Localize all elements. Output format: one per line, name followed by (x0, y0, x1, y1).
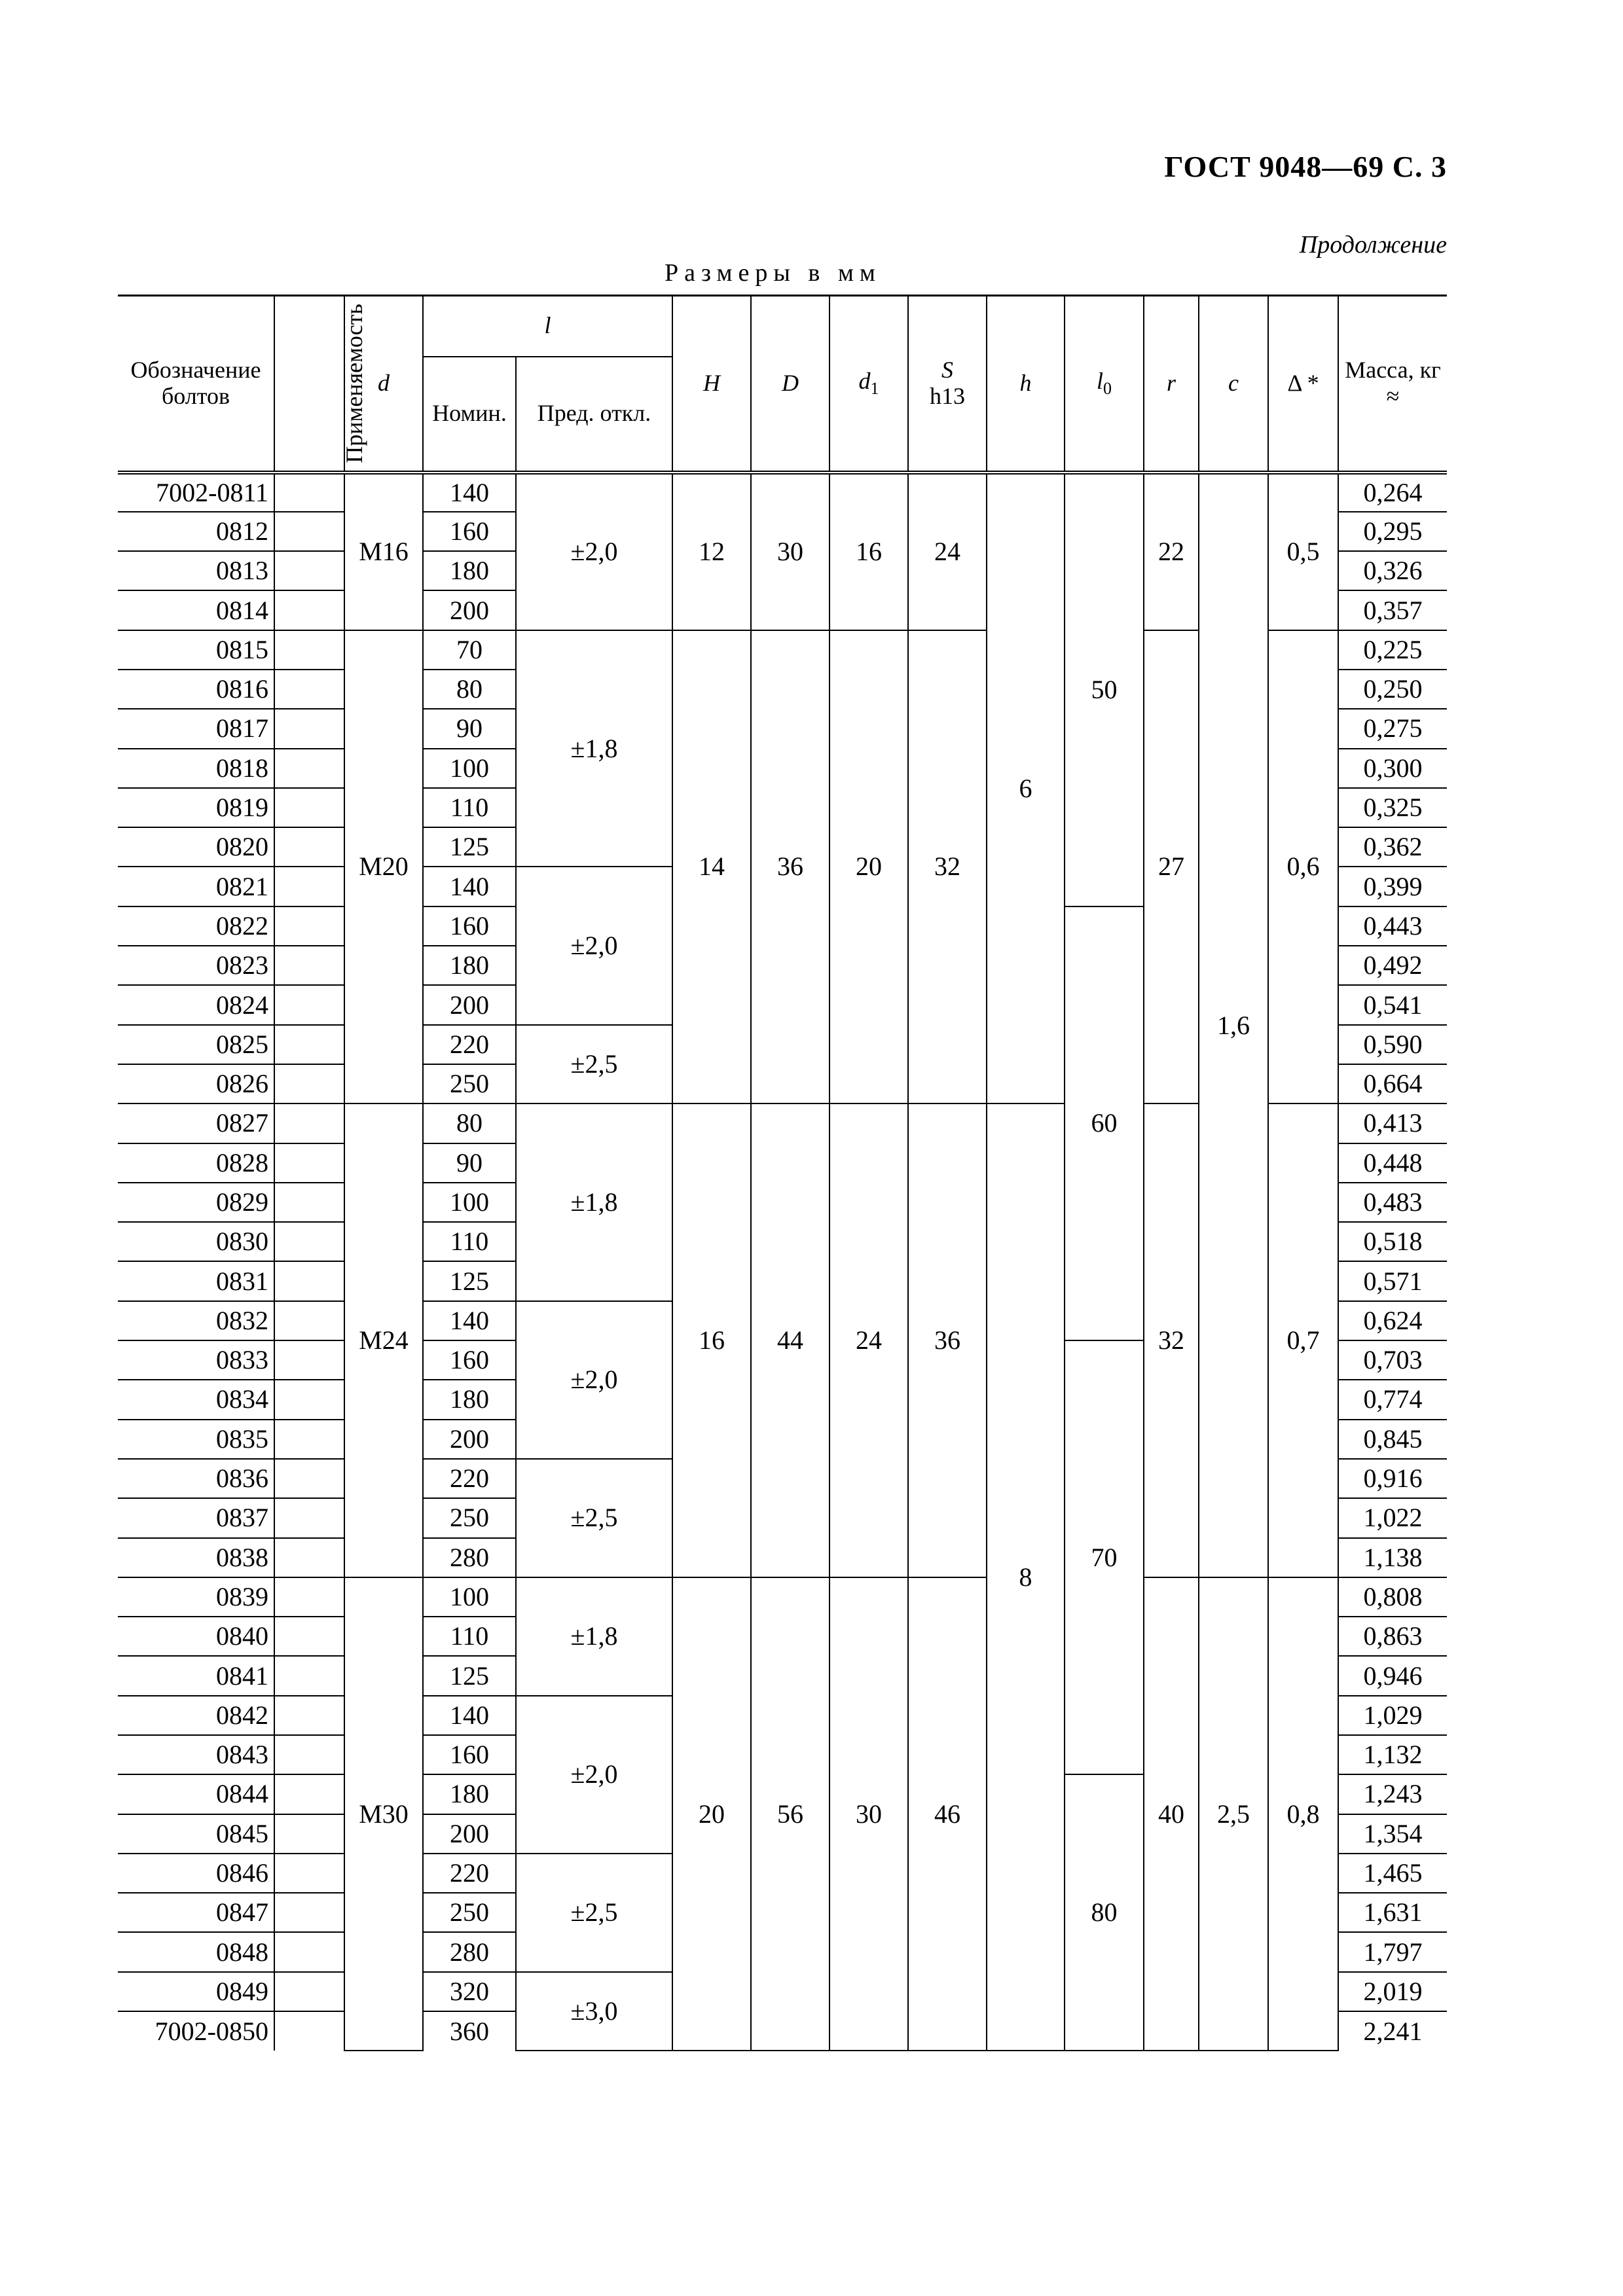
cell-l-deviation: ±3,0 (516, 1972, 672, 2051)
cell-h: 8 (987, 1103, 1065, 2051)
col-header-mass (1338, 296, 1447, 473)
cell-applicability (274, 1420, 344, 1459)
cell-l0: 70 (1065, 1340, 1144, 1774)
cell-mass: 2,241 (1338, 2011, 1447, 2051)
cell-l-nominal: 280 (423, 1932, 516, 1971)
cell-applicability (274, 1854, 344, 1893)
cell-S: 32 (908, 630, 987, 1104)
cell-H: 14 (672, 630, 751, 1104)
cell-r: 27 (1144, 630, 1199, 1104)
cell-mass: 0,774 (1338, 1380, 1447, 1419)
col-header-l-deviation: Пред. откл. (516, 357, 672, 473)
col-header-r: r (1144, 296, 1199, 473)
cell-designation: 0837 (118, 1498, 274, 1537)
cell-l-deviation: ±1,8 (516, 1577, 672, 1696)
cell-D: 36 (751, 630, 830, 1104)
col-header-H: H (672, 296, 751, 473)
cell-mass: 0,808 (1338, 1577, 1447, 1617)
cell-mass: 0,916 (1338, 1459, 1447, 1498)
cell-H: 20 (672, 1577, 751, 2051)
cell-mass: 0,703 (1338, 1340, 1447, 1380)
cell-mass: 0,483 (1338, 1183, 1447, 1222)
col-header-l-nominal: Номин. (423, 357, 516, 473)
cell-l-nominal: 220 (423, 1854, 516, 1893)
cell-mass: 0,362 (1338, 827, 1447, 867)
col-header-d: d (344, 296, 423, 473)
cell-designation: 0848 (118, 1932, 274, 1971)
cell-designation: 0815 (118, 630, 274, 670)
cell-designation: 7002-0811 (118, 473, 274, 512)
cell-applicability (274, 551, 344, 590)
S-tolerance: h13 (930, 382, 966, 409)
cell-designation: 0825 (118, 1025, 274, 1064)
cell-applicability (274, 2011, 344, 2051)
cell-H: 12 (672, 473, 751, 630)
cell-l-nominal: 100 (423, 749, 516, 788)
cell-mass: 1,631 (1338, 1893, 1447, 1932)
cell-l-nominal: 180 (423, 551, 516, 590)
cell-applicability (274, 1656, 344, 1695)
table-row (118, 1577, 1447, 1617)
cell-l-nominal: 200 (423, 1420, 516, 1459)
cell-applicability (274, 1143, 344, 1183)
cell-applicability (274, 1538, 344, 1577)
cell-applicability (274, 1261, 344, 1300)
cell-mass: 1,465 (1338, 1854, 1447, 1893)
cell-mass: 0,357 (1338, 590, 1447, 630)
cell-l-nominal: 160 (423, 512, 516, 551)
cell-r: 40 (1144, 1577, 1199, 2051)
cell-l-deviation: ±2,0 (516, 867, 672, 1024)
cell-designation: 0816 (118, 670, 274, 709)
cell-l-nominal: 125 (423, 1261, 516, 1300)
sizes-caption: Размеры в мм (665, 259, 881, 287)
cell-l-nominal: 200 (423, 1814, 516, 1854)
cell-r: 32 (1144, 1103, 1199, 1577)
cell-l-deviation: ±2,5 (516, 1854, 672, 1972)
cell-applicability (274, 1774, 344, 1814)
cell-l-nominal: 90 (423, 709, 516, 748)
cell-l-nominal: 140 (423, 867, 516, 906)
cell-d1: 24 (830, 1103, 908, 1577)
cell-designation: 0821 (118, 867, 274, 906)
cell-mass: 1,243 (1338, 1774, 1447, 1814)
cell-designation: 0844 (118, 1774, 274, 1814)
cell-l-nominal: 180 (423, 946, 516, 985)
cell-mass: 0,541 (1338, 985, 1447, 1024)
cell-l-nominal: 125 (423, 1656, 516, 1695)
cell-applicability (274, 1577, 344, 1617)
cell-applicability (274, 473, 344, 512)
cell-mass: 0,225 (1338, 630, 1447, 670)
cell-designation: 0814 (118, 590, 274, 630)
cell-mass: 0,946 (1338, 1656, 1447, 1695)
cell-mass: 0,590 (1338, 1025, 1447, 1064)
cell-l-nominal: 180 (423, 1774, 516, 1814)
cell-designation: 0824 (118, 985, 274, 1024)
cell-designation: 0845 (118, 1814, 274, 1854)
cell-applicability (274, 1222, 344, 1261)
cell-mass: 0,250 (1338, 670, 1447, 709)
cell-D: 30 (751, 473, 830, 630)
mass-label: Масса, кг (1345, 357, 1441, 384)
d1-symbol: d (858, 367, 871, 394)
cell-designation: 7002-0850 (118, 2011, 274, 2051)
cell-designation: 0846 (118, 1854, 274, 1893)
cell-l-nominal: 110 (423, 788, 516, 827)
cell-d1: 20 (830, 630, 908, 1104)
cell-designation: 0822 (118, 906, 274, 946)
cell-mass: 1,138 (1338, 1538, 1447, 1577)
cell-designation: 0818 (118, 749, 274, 788)
cell-l-nominal: 250 (423, 1498, 516, 1537)
cell-mass: 2,019 (1338, 1972, 1447, 2011)
cell-l-nominal: 220 (423, 1025, 516, 1064)
cell-l-nominal: 280 (423, 1538, 516, 1577)
cell-mass: 0,863 (1338, 1617, 1447, 1656)
cell-c: 2,5 (1199, 1577, 1268, 2051)
cell-applicability (274, 1972, 344, 2011)
cell-l-nominal: 250 (423, 1893, 516, 1932)
cell-designation: 0839 (118, 1577, 274, 1617)
cell-l-nominal: 90 (423, 1143, 516, 1183)
cell-l0: 50 (1065, 473, 1144, 906)
col-header-designation: Обозначение болтов (118, 296, 274, 473)
cell-l-nominal: 140 (423, 473, 516, 512)
cell-delta: 0,7 (1268, 1103, 1338, 1577)
cell-designation: 0826 (118, 1064, 274, 1103)
cell-l-nominal: 70 (423, 630, 516, 670)
cell-delta: 0,8 (1268, 1577, 1338, 2051)
cell-l-deviation: ±1,8 (516, 1103, 672, 1300)
cell-designation: 0840 (118, 1617, 274, 1656)
cell-l-nominal: 220 (423, 1459, 516, 1498)
cell-D: 56 (751, 1577, 830, 2051)
cell-applicability (274, 670, 344, 709)
cell-mass: 0,518 (1338, 1222, 1447, 1261)
cell-applicability (274, 906, 344, 946)
cell-applicability (274, 1498, 344, 1537)
cell-l-nominal: 125 (423, 827, 516, 867)
cell-applicability (274, 1025, 344, 1064)
cell-designation: 0823 (118, 946, 274, 985)
col-header-D: D (751, 296, 830, 473)
cell-designation: 0830 (118, 1222, 274, 1261)
col-header-delta: Δ * (1268, 296, 1338, 473)
cell-l-nominal: 320 (423, 1972, 516, 2011)
cell-designation: 0832 (118, 1301, 274, 1340)
cell-designation: 0838 (118, 1538, 274, 1577)
cell-mass: 0,443 (1338, 906, 1447, 946)
cell-designation: 0834 (118, 1380, 274, 1419)
cell-l-nominal: 80 (423, 670, 516, 709)
cell-mass: 0,399 (1338, 867, 1447, 906)
col-header-d1 (830, 296, 908, 473)
cell-mass: 1,029 (1338, 1696, 1447, 1735)
cell-l-nominal: 160 (423, 1340, 516, 1380)
cell-applicability (274, 985, 344, 1024)
cell-designation: 0813 (118, 551, 274, 590)
cell-l-nominal: 140 (423, 1696, 516, 1735)
mass-approx-sign: ≈ (1386, 382, 1400, 409)
cell-applicability (274, 1064, 344, 1103)
cell-l-nominal: 180 (423, 1380, 516, 1419)
table-row (118, 473, 1447, 512)
cell-d1: 16 (830, 473, 908, 630)
cell-l-deviation: ±2,0 (516, 1301, 672, 1459)
cell-l-deviation: ±1,8 (516, 630, 672, 867)
cell-designation: 0835 (118, 1420, 274, 1459)
cell-applicability (274, 512, 344, 551)
col-header-l: l (423, 296, 672, 357)
cell-designation: 0843 (118, 1735, 274, 1774)
cell-mass: 0,326 (1338, 551, 1447, 590)
cell-applicability (274, 1893, 344, 1932)
cell-applicability (274, 1103, 344, 1143)
cell-l-nominal: 140 (423, 1301, 516, 1340)
col-header-S (908, 296, 987, 473)
cell-mass: 1,022 (1338, 1498, 1447, 1537)
cell-d: M16 (344, 473, 423, 630)
cell-mass: 0,624 (1338, 1301, 1447, 1340)
cell-designation: 0820 (118, 827, 274, 867)
cell-l-deviation: ±2,0 (516, 1696, 672, 1854)
applicability-label: Применяемость (340, 304, 367, 463)
cell-designation: 0842 (118, 1696, 274, 1735)
cell-mass: 0,448 (1338, 1143, 1447, 1183)
cell-designation: 0831 (118, 1261, 274, 1300)
d1-subscript: 1 (870, 379, 879, 399)
cell-applicability (274, 946, 344, 985)
cell-applicability (274, 590, 344, 630)
cell-mass: 0,300 (1338, 749, 1447, 788)
continuation-label: Продолжение (1299, 231, 1447, 259)
cell-l-nominal: 160 (423, 906, 516, 946)
cell-designation: 0827 (118, 1103, 274, 1143)
l0-subscript: 0 (1103, 379, 1112, 399)
cell-designation: 0847 (118, 1893, 274, 1932)
cell-D: 44 (751, 1103, 830, 1577)
cell-applicability (274, 630, 344, 670)
cell-applicability (274, 788, 344, 827)
cell-applicability (274, 1814, 344, 1854)
cell-l0: 60 (1065, 906, 1144, 1340)
cell-designation: 0819 (118, 788, 274, 827)
cell-applicability (274, 1617, 344, 1656)
cell-designation: 0817 (118, 709, 274, 748)
l0-symbol: l (1097, 367, 1104, 394)
cell-S: 24 (908, 473, 987, 630)
cell-applicability (274, 709, 344, 748)
cell-applicability (274, 749, 344, 788)
cell-applicability (274, 1735, 344, 1774)
cell-applicability (274, 1932, 344, 1971)
cell-mass: 0,492 (1338, 946, 1447, 985)
cell-applicability (274, 1340, 344, 1380)
cell-l-nominal: 100 (423, 1183, 516, 1222)
cell-l-nominal: 200 (423, 590, 516, 630)
cell-mass: 0,325 (1338, 788, 1447, 827)
table-body (118, 473, 1447, 2051)
cell-H: 16 (672, 1103, 751, 1577)
cell-mass: 1,797 (1338, 1932, 1447, 1971)
cell-S: 46 (908, 1577, 987, 2051)
cell-designation: 0836 (118, 1459, 274, 1498)
cell-designation: 0828 (118, 1143, 274, 1183)
cell-applicability (274, 1380, 344, 1419)
cell-mass: 0,275 (1338, 709, 1447, 748)
cell-designation: 0829 (118, 1183, 274, 1222)
cell-applicability (274, 1183, 344, 1222)
cell-designation: 0833 (118, 1340, 274, 1380)
cell-designation: 0841 (118, 1656, 274, 1695)
document-header: ГОСТ 9048—69 С. 3 (1164, 150, 1447, 183)
cell-l0: 80 (1065, 1774, 1144, 2051)
cell-d: M30 (344, 1577, 423, 2051)
cell-mass: 1,132 (1338, 1735, 1447, 1774)
cell-designation: 0849 (118, 1972, 274, 2011)
cell-l-deviation: ±2,0 (516, 473, 672, 630)
cell-l-nominal: 100 (423, 1577, 516, 1617)
cell-S: 36 (908, 1103, 987, 1577)
cell-r: 22 (1144, 473, 1199, 630)
col-header-applicability (274, 296, 367, 473)
cell-l-nominal: 80 (423, 1103, 516, 1143)
cell-applicability (274, 827, 344, 867)
cell-designation: 0812 (118, 512, 274, 551)
cell-delta: 0,5 (1268, 473, 1338, 630)
cell-h: 6 (987, 473, 1065, 1104)
cell-l-nominal: 160 (423, 1735, 516, 1774)
S-symbol: S (941, 357, 954, 384)
cell-mass: 0,845 (1338, 1420, 1447, 1459)
cell-mass: 1,354 (1338, 1814, 1447, 1854)
cell-d: M24 (344, 1103, 423, 1577)
col-header-l0 (1065, 296, 1144, 473)
col-header-c: c (1199, 296, 1268, 473)
bolt-dimensions-table (118, 295, 1447, 2051)
cell-applicability (274, 1459, 344, 1498)
cell-mass: 0,571 (1338, 1261, 1447, 1300)
cell-applicability (274, 1301, 344, 1340)
col-header-h: h (987, 296, 1065, 473)
cell-c: 1,6 (1199, 473, 1268, 1577)
cell-l-nominal: 110 (423, 1617, 516, 1656)
cell-mass: 0,413 (1338, 1103, 1447, 1143)
cell-l-deviation: ±2,5 (516, 1025, 672, 1104)
cell-mass: 0,264 (1338, 473, 1447, 512)
cell-delta: 0,6 (1268, 630, 1338, 1104)
cell-l-deviation: ±2,5 (516, 1459, 672, 1577)
cell-mass: 0,295 (1338, 512, 1447, 551)
cell-mass: 0,664 (1338, 1064, 1447, 1103)
cell-l-nominal: 250 (423, 1064, 516, 1103)
cell-l-nominal: 200 (423, 985, 516, 1024)
cell-applicability (274, 867, 344, 906)
cell-l-nominal: 110 (423, 1222, 516, 1261)
cell-applicability (274, 1696, 344, 1735)
cell-l-nominal: 360 (423, 2011, 516, 2051)
cell-d: M20 (344, 630, 423, 1104)
cell-d1: 30 (830, 1577, 908, 2051)
